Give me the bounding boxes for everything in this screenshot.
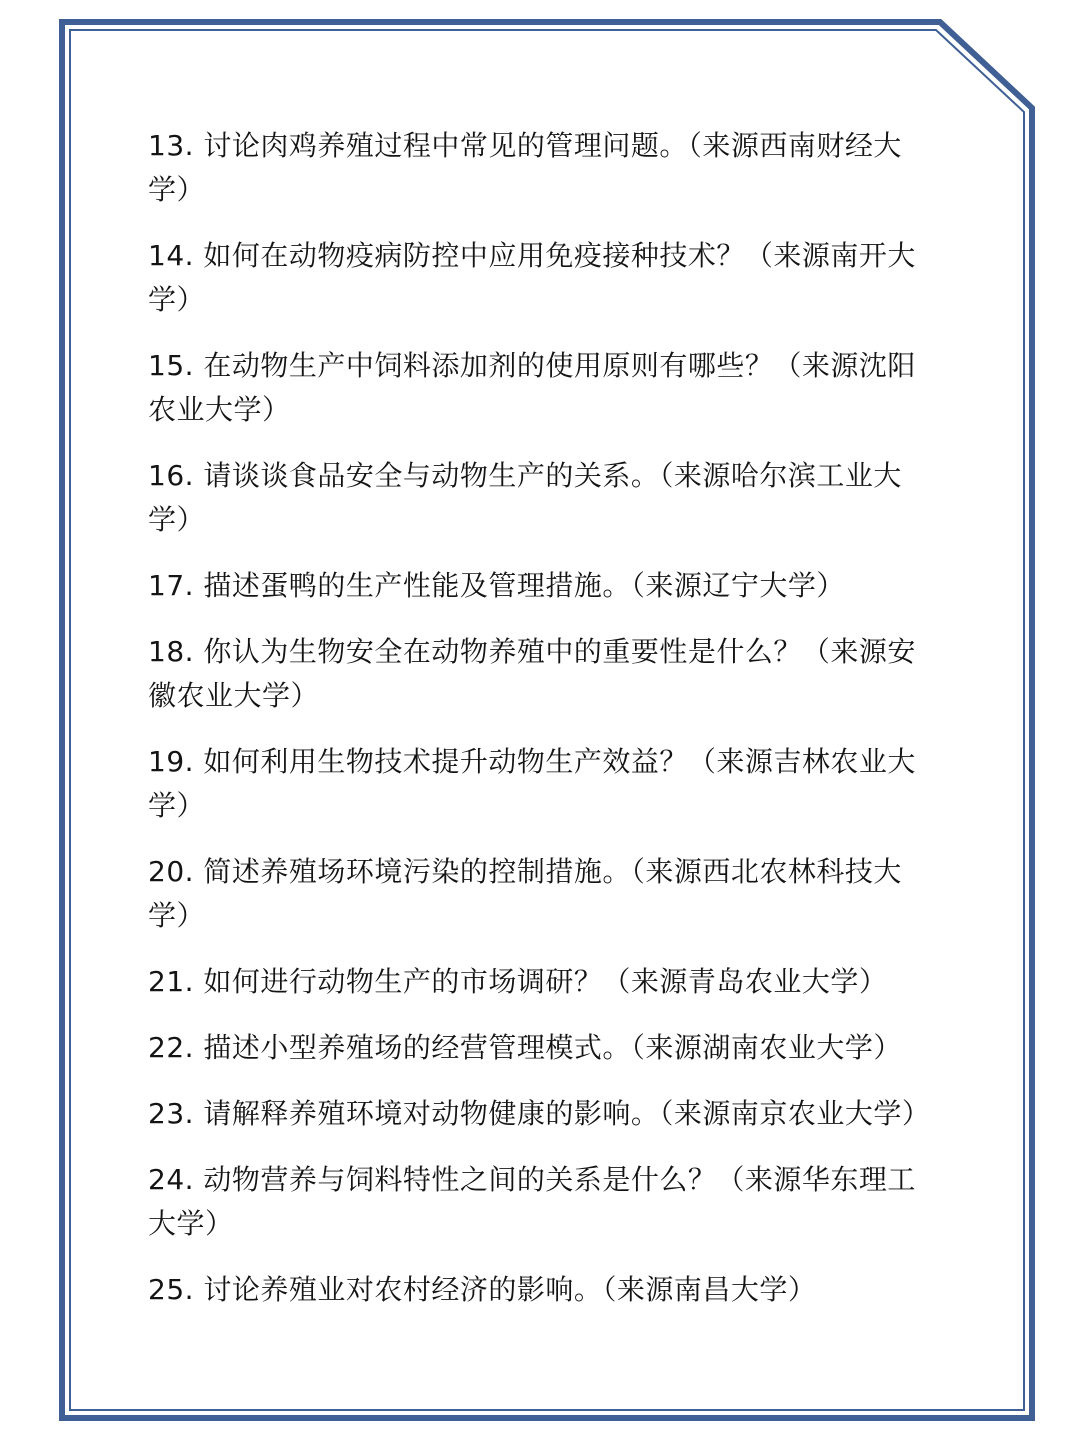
question-item: 24. 动物营养与饲料特性之间的关系是什么？（来源华东理工大学） xyxy=(148,1163,916,1240)
question-list xyxy=(148,124,938,1334)
question-item: 19. 如何利用生物技术提升动物生产效益？（来源吉林农业大学） xyxy=(148,745,916,822)
question-item: 17. 描述蛋鸭的生产性能及管理措施。（来源辽宁大学） xyxy=(148,569,845,602)
question-item: 25. 讨论养殖业对农村经济的影响。（来源南昌大学） xyxy=(148,1273,817,1306)
question-item: 22. 描述小型养殖场的经营管理模式。（来源湖南农业大学） xyxy=(148,1031,902,1064)
question-item: 14. 如何在动物疫病防控中应用免疫接种技术？（来源南开大学） xyxy=(148,239,916,316)
question-item: 23. 请解释养殖环境对动物健康的影响。（来源南京农业大学） xyxy=(148,1097,931,1130)
question-item: 21. 如何进行动物生产的市场调研？（来源青岛农业大学） xyxy=(148,965,888,998)
question-item: 16. 请谈谈食品安全与动物生产的关系。（来源哈尔滨工业大学） xyxy=(148,459,902,536)
question-item: 15. 在动物生产中饲料添加剂的使用原则有哪些？（来源沈阳农业大学） xyxy=(148,349,916,426)
question-item: 18. 你认为生物安全在动物养殖中的重要性是什么？（来源安徽农业大学） xyxy=(148,635,916,712)
question-item: 13. 讨论肉鸡养殖过程中常见的管理问题。（来源西南财经大学） xyxy=(148,129,902,206)
question-item: 20. 简述养殖场环境污染的控制措施。（来源西北农林科技大学） xyxy=(148,855,902,932)
